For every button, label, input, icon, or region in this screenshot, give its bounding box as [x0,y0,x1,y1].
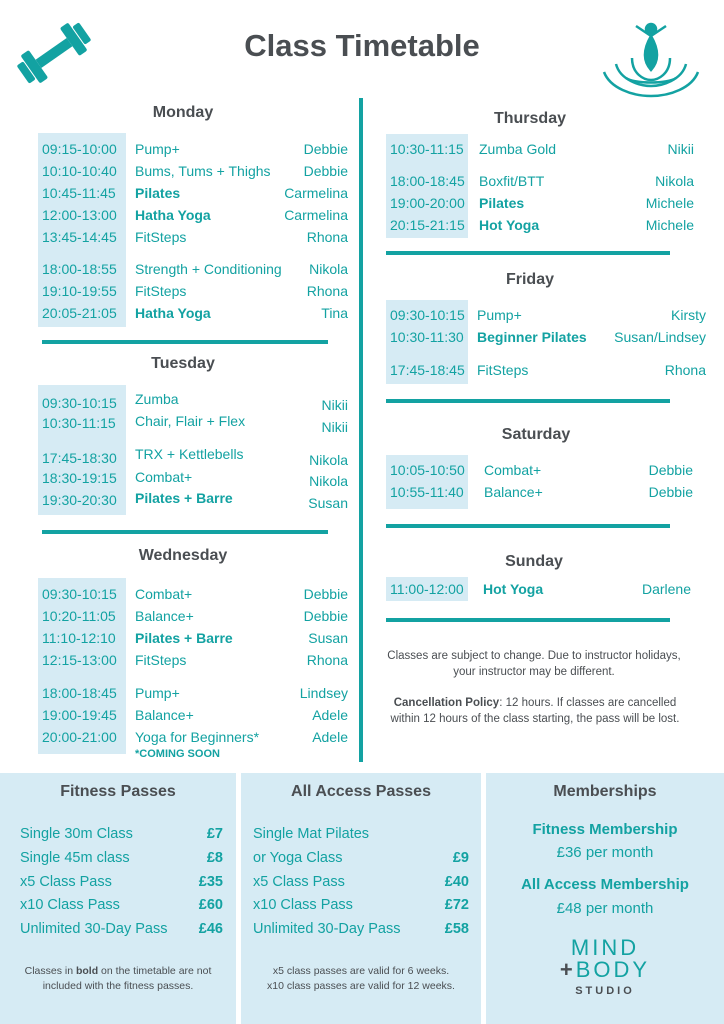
class-row: 20:05-21:05 Hatha Yoga Tina [42,305,348,321]
class-row: 10:20-11:05 Balance+ Debbie [42,608,348,624]
class-row: 11:10-12:10 Pilates + Barre Susan [42,630,348,646]
price-row: x5 Class Pass £40 [253,874,469,890]
class-row: 10:30-11:15 Zumba Gold Nikii [390,141,694,157]
day-heading-thursday: Thursday [493,110,566,127]
class-row: 20:00-21:00 Yoga for Beginners* Adele [42,729,348,745]
class-row: 20:15-21:15 Hot Yoga Michele [390,217,694,233]
fitness-passes-panel [0,773,236,1024]
price-row: x10 Class Pass £60 [20,897,223,913]
class-row: 12:00-13:00 Hatha Yoga Carmelina [42,207,348,223]
class-row: 13:45-14:45 FitSteps Rhona [42,229,348,245]
class-row: 18:00-18:45 Boxfit/BTT Nikola [390,173,694,189]
change-notice: Classes are subject to change. Due to instructor holidays, your instructor may be different. [387,650,681,678]
day-heading-tuesday: Tuesday [151,355,215,372]
fitness-membership-price: £36 per month [556,844,654,861]
day-heading-saturday: Saturday [501,426,571,443]
coming-soon-note: *COMING SOON [135,748,220,760]
day-heading-monday: Monday [152,104,214,121]
class-row: 17:45-18:45 FitSteps Rhona [390,362,706,378]
class-row: 10:30-11:30 Beginner Pilates Susan/Lindsey [390,329,706,345]
class-row: 18:00-18:45 Pump+ Lindsey [42,685,348,701]
class-row: 10:45-11:45 Pilates Carmelina [42,185,348,201]
class-row: 10:30-11:15 Chair, Flair + Flex Nikii [42,413,348,435]
price-row: Unlimited 30-Day Pass £46 [20,921,223,937]
fitness-membership-name: Fitness Membership [532,821,678,838]
access-membership-name: All Access Membership [521,876,689,893]
day-heading-sunday: Sunday [505,553,563,570]
class-row: 10:10-10:40 Bums, Tums + Thighs Debbie [42,163,348,179]
price-row: Single 30m Class £7 [20,826,223,842]
price-row: or Yoga Class £9 [253,850,469,866]
all-access-note-2: x10 class passes are valid for 12 weeks. [267,980,455,992]
all-access-note-1: x5 class passes are valid for 6 weeks. [272,965,450,977]
divider [386,524,670,528]
page-title: Class Timetable [244,28,480,63]
class-row: 18:30-19:15 Combat+ Nikola [42,469,348,489]
memberships-panel [486,773,724,1024]
yoga-lotus-icon [596,18,706,102]
divider [386,399,670,403]
dumbbell-icon [14,18,94,88]
class-row: 09:15-10:00 Pump+ Debbie [42,141,348,157]
class-row: 17:45-18:30 TRX + Kettlebells Nikola [42,446,348,468]
divider [42,340,328,344]
class-row: 19:00-19:45 Balance+ Adele [42,707,348,723]
center-divider [359,98,363,762]
divider [386,618,670,622]
access-membership-price: £48 per month [556,900,654,917]
day-heading-wednesday: Wednesday [138,547,228,564]
divider [42,530,328,534]
price-row: Single 45m class £8 [20,850,223,866]
class-row: 10:55-11:40 Balance+ Debbie [390,484,693,500]
all-access-panel [241,773,481,1024]
studio-logo: MIND +BODY STUDIO [559,935,651,997]
class-row: 19:00-20:00 Pilates Michele [390,195,694,211]
day-heading-friday: Friday [505,271,554,288]
class-row: 19:10-19:55 FitSteps Rhona [42,283,348,299]
class-row: 09:30-10:15 Zumba Nikii [42,391,348,413]
price-row: x5 Class Pass £35 [20,874,223,890]
class-row: 19:30-20:30 Pilates + Barre Susan [42,490,348,511]
fitness-note: Classes in bold on the timetable are not included with the fitness passes. [24,965,212,992]
price-row: x10 Class Pass £72 [253,897,469,913]
class-row: 11:00-12:00 Hot Yoga Darlene [390,581,691,597]
price-row: Unlimited 30-Day Pass £58 [253,921,469,937]
panel-heading: All Access Passes [291,783,431,800]
class-row: 12:15-13:00 FitSteps Rhona [42,652,348,668]
class-row: 18:00-18:55 Strength + Conditioning Nikola [42,261,348,277]
class-row: 09:30-10:15 Pump+ Kirsty [390,307,706,323]
divider [386,251,670,255]
cancellation-policy: Cancellation Policy: 12 hours. If classes are cancelled within 12 hours of the class starting, the pass will be lost. [390,697,680,725]
panel-heading: Memberships [553,783,657,800]
price-row: Single Mat Pilates [253,826,370,842]
class-row: 09:30-10:15 Combat+ Debbie [42,586,348,602]
panel-heading: Fitness Passes [60,783,176,800]
class-row: 10:05-10:50 Combat+ Debbie [390,462,693,478]
